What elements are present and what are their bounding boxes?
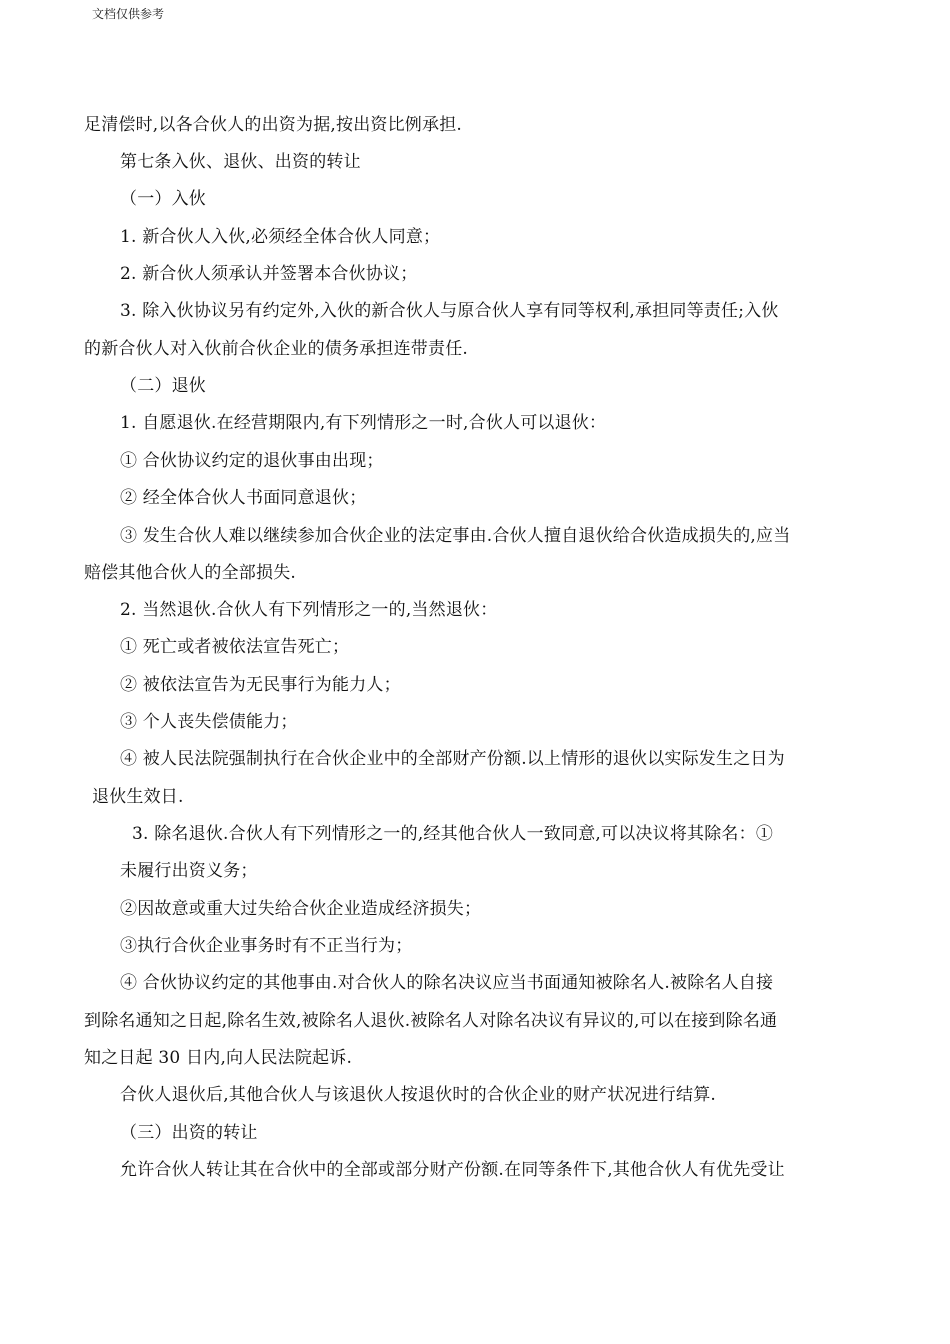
- list-item: ① 合伙协议约定的退伙事由出现；: [120, 451, 384, 471]
- list-item: ③ 个人丧失偿债能力；: [120, 712, 298, 732]
- list-item: ④ 合伙协议约定的其他事由.对合伙人的除名决议应当书面通知被除名人.被除名人自接: [120, 973, 774, 993]
- list-item: ②因故意或重大过失给合伙企业造成经济损失；: [120, 899, 482, 919]
- paragraph-line: 退伙生效日.: [92, 787, 184, 807]
- paragraph-line: 合伙人退伙后,其他合伙人与该退伙人按退伙时的合伙企业的财产状况进行结算.: [120, 1085, 717, 1105]
- section-heading: （三）出资的转让: [120, 1123, 258, 1143]
- paragraph-line: 1. 新合伙人入伙,必须经全体合伙人同意；: [120, 227, 441, 247]
- list-item: ② 经全体合伙人书面同意退伙；: [120, 488, 367, 508]
- paragraph-line: 允许合伙人转让其在合伙中的全部或部分财产份额.在同等条件下,其他合伙人有优先受让: [120, 1160, 785, 1180]
- section-heading: （二）退伙: [120, 376, 206, 396]
- paragraph-line: 的新合伙人对入伙前合伙企业的债务承担连带责任.: [84, 339, 469, 359]
- article-heading: 第七条入伙、退伙、出资的转让: [120, 152, 361, 172]
- paragraph-line: 3. 除名退伙.合伙人有下列情形之一的,经其他合伙人一致同意,可以决议将其除名：①: [132, 824, 774, 844]
- paragraph-line: 足清偿时,以各合伙人的出资为据,按出资比例承担.: [84, 115, 463, 135]
- paragraph-line: 到除名通知之日起,除名生效,被除名人退伙.被除名人对除名决议有异议的,可以在接到除名通: [84, 1011, 778, 1031]
- list-item: ③执行合伙企业事务时有不正当行为；: [120, 936, 413, 956]
- paragraph-line: 2. 当然退伙.合伙人有下列情形之一的,当然退伙：: [120, 600, 498, 620]
- list-item: ① 死亡或者被依法宣告死亡；: [120, 637, 350, 657]
- watermark-text: 文档仅供参考: [92, 7, 165, 21]
- paragraph-line: 知之日起 30 日内,向人民法院起诉.: [84, 1048, 353, 1068]
- paragraph-line: 3. 除入伙协议另有约定外,入伙的新合伙人与原合伙人享有同等权利,承担同等责任;入伙: [120, 301, 779, 321]
- list-item: ③ 发生合伙人难以继续参加合伙企业的法定事由.合伙人擅自退伙给合伙造成损失的,应当: [120, 526, 791, 546]
- list-item: ④ 被人民法院强制执行在合伙企业中的全部财产份额.以上情形的退伙以实际发生之日为: [120, 749, 785, 769]
- list-item: ② 被依法宣告为无民事行为能力人；: [120, 675, 401, 695]
- paragraph-line: 2. 新合伙人须承认并签署本合伙协议；: [120, 264, 418, 284]
- section-heading: （一）入伙: [120, 189, 206, 209]
- paragraph-line: 1. 自愿退伙.在经营期限内,有下列情形之一时,合伙人可以退伙：: [120, 413, 607, 433]
- paragraph-line: 赔偿其他合伙人的全部损失.: [84, 563, 297, 583]
- list-item: 未履行出资义务；: [120, 861, 258, 881]
